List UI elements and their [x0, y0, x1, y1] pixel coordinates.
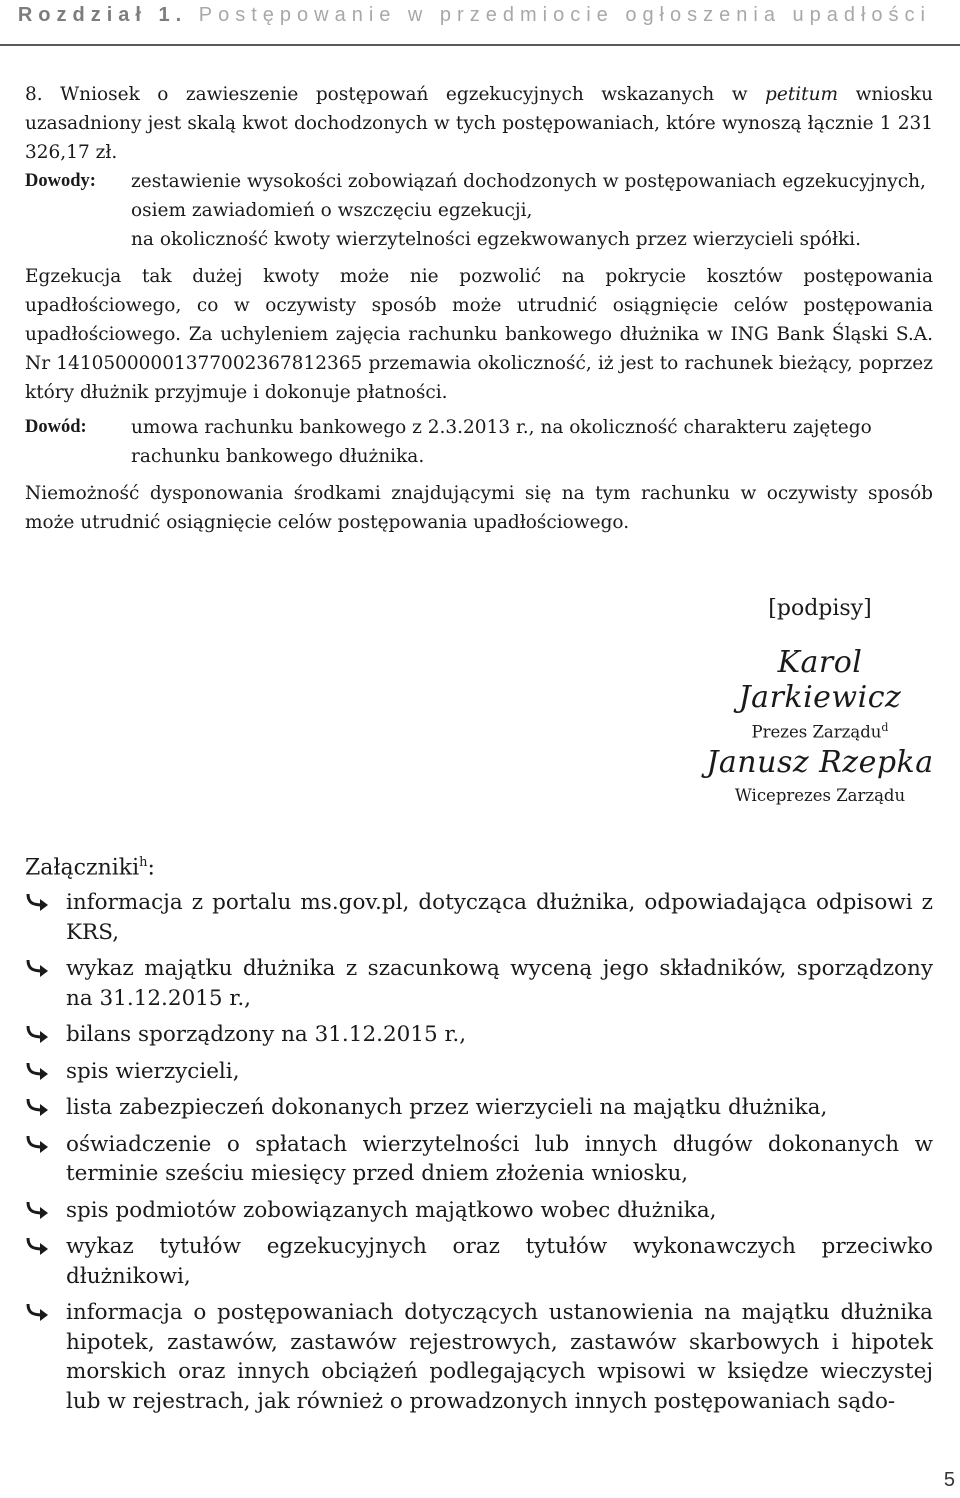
signature-block-1	[700, 645, 940, 742]
proof-text: umowa rachunku bankowego z 2.3.2013 r., na okoliczność charakteru zajętego rachunku bankowego dłużnika.	[131, 417, 872, 467]
proofs-block	[25, 167, 933, 254]
arrow-right-icon	[25, 1235, 53, 1257]
paragraph-impossibility: Niemożność dysponowania środkami znajdującymi się na tym rachunku w oczywisty sposób może utrudnić osiągnięcie celów postępowania upadłościowego.	[25, 483, 933, 533]
paragraph-8: 8. Wniosek o zawieszenie postępowań egzekucyjnych wskazanych w petitum wniosku uzasadniony jest skalą kwot dochodzonych w tych postępowaniach, które wynoszą łącznie 1 231 326,17 zł.	[25, 84, 933, 163]
proof-block	[25, 413, 933, 471]
arrow-right-icon	[25, 1096, 53, 1118]
list-item: wykaz tytułów egzekucyjnych oraz tytułów wykonawczych przeciwko dłużnikowi,	[25, 1232, 933, 1291]
arrow-right-icon	[25, 957, 53, 979]
attachments-list	[25, 888, 933, 1423]
chapter-title: Postępowanie w przedmiocie ogłoszenia upadłości	[198, 4, 931, 26]
arrow-right-icon	[25, 1133, 53, 1155]
arrow-right-icon	[25, 1060, 53, 1082]
list-item: informacja o postępowaniach dotyczących ustanowienia na majątku dłużnika hipotek, zastawów, zastawów rejestrowych, zastawów skarbowych i hipotek morskich oraz innych obciążeń podlegających wpisowi w księdze wieczystej lub w rejestrach, jak również o prowadzonych innych postępowaniach sądo-	[25, 1298, 933, 1416]
arrow-right-icon	[25, 891, 53, 913]
signer-role: Wiceprezes Zarządu	[734, 786, 906, 805]
list-item: spis podmiotów zobowiązanych majątkowo wobec dłużnika,	[25, 1196, 933, 1226]
proof-item: zestawienie wysokości zobowiązań dochodzonych w postępowaniach egzekucyjnych,	[131, 171, 926, 192]
list-item: spis wierzycieli,	[25, 1057, 933, 1087]
footnote-marker: h	[139, 855, 148, 870]
chapter-label: Rozdział 1.	[17, 4, 188, 26]
attachments-heading: Załączniki$^h$:	[25, 855, 155, 881]
header-rule	[0, 44, 960, 46]
signature-janusz-rzepka: Janusz Rzepka	[706, 745, 934, 780]
arrow-right-icon	[25, 1301, 53, 1323]
arrow-right-icon	[25, 1023, 53, 1045]
list-item: informacja z portalu ms.gov.pl, dotycząca dłużnika, odpowiadająca odpisowi z KRS,	[25, 888, 933, 947]
list-item: oświadczenie o spłatach wierzytelności lub innych długów dokonanych w terminie sześciu miesięcy przed dniem złożenia wniosku,	[25, 1130, 933, 1189]
proof-item: osiem zawiadomień o wszczęciu egzekucji,	[131, 200, 533, 221]
signature-karol-jarkiewicz: Karol Jarkiewicz	[738, 645, 902, 715]
signatures-label: [podpisy]	[768, 596, 872, 621]
signature-block-2	[700, 745, 940, 805]
list-item: lista zabezpieczeń dokonanych przez wierzycieli na majątku dłużnika,	[25, 1093, 933, 1123]
list-item: bilans sporządzony na 31.12.2015 r.,	[25, 1020, 933, 1050]
proofs-list	[131, 167, 933, 254]
proofs-label: Dowody:	[25, 171, 96, 191]
signer-role: Prezes Zarządu$^d$	[751, 721, 889, 742]
page-number: 5	[943, 1469, 955, 1491]
footnote-marker: d	[881, 721, 889, 734]
proof-label: Dowód:	[25, 417, 87, 437]
paragraph-enforcement: Egzekucja tak dużej kwoty może nie pozwolić na pokrycie kosztów postępowania upadłościowego, co w oczywisty sposób może utrudnić osiągnięcie celów postępowania upadłościowego. Za uchyleniem zajęcia rachunku bankowego dłużnika w ING Bank Śląski S.A. Nr 14105000001377002367812365 przemawia okoliczność, iż jest to rachunek bieżący, poprzez który dłużnik przyjmuje i dokonuje płatności.	[25, 266, 933, 403]
proof-item: na okoliczność kwoty wierzytelności egzekwowanych przez wierzycieli spółki.	[131, 229, 861, 250]
arrow-right-icon	[25, 1199, 53, 1221]
running-header	[0, 4, 931, 27]
list-item: wykaz majątku dłużnika z szacunkową wyceną jego składników, sporządzony na 31.12.2015 r.,	[25, 954, 933, 1013]
main-text	[25, 80, 933, 547]
